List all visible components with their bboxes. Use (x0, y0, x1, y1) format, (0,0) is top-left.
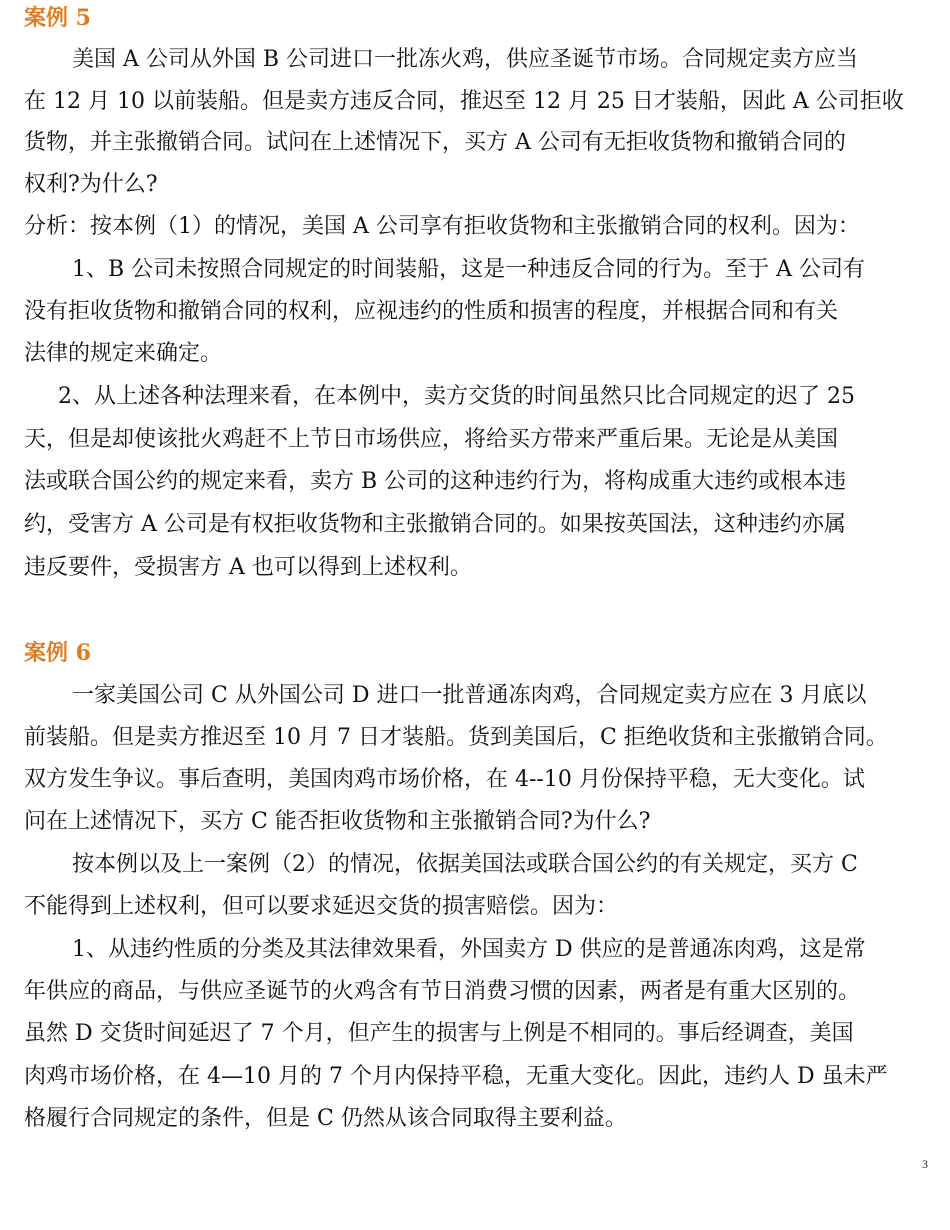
case-6-answer-line: 不能得到上述权利，但可以要求延迟交货的损害赔偿。因为： (24, 894, 619, 919)
case-6-question-line: 前装船。但是卖方推迟至 10 月 7 日才装船。货到美国后，C 拒绝收货和主张撤销合同。 (24, 725, 888, 750)
case-5-point-2-line: 违反要件，受损害方 A 也可以得到上述权利。 (24, 555, 472, 580)
case-6-heading: 案例 6 (24, 640, 91, 666)
case-5-heading: 案例 5 (24, 5, 91, 31)
case-6-point-1-line: 1、从违约性质的分类及其法律效果看，外国卖方 D 供应的是普通冻肉鸡，这是常 (72, 937, 866, 962)
case-5-point-2-line: 法或联合国公约的规定来看，卖方 B 公司的这种违约行为，将构成重大违约或根本违 (24, 469, 847, 494)
case-6-point-1-line: 肉鸡市场价格，在 4—10 月的 7 个月内保持平稳，无重大变化。因此，违约人 D 虽未严 (24, 1064, 888, 1089)
case-5-point-2-line: 天，但是却使该批火鸡赶不上节日市场供应，将给买方带来严重后果。无论是从美国 (24, 427, 839, 452)
page-number: 3 (922, 1157, 928, 1171)
case-6-point-1-line: 年供应的商品，与供应圣诞节的火鸡含有节日消费习惯的因素，两者是有重大区别的。 (24, 979, 861, 1004)
case-6-point-1-line: 虽然 D 交货时间延迟了 7 个月，但产生的损害与上例是不相同的。事后经调查，美国 (24, 1021, 854, 1046)
case-5-point-1-line: 1、B 公司未按照合同规定的时间装船，这是一种违反合同的行为。至于 A 公司有 (72, 257, 866, 282)
case-6-question-line: 一家美国公司 C 从外国公司 D 进口一批普通冻肉鸡，合同规定卖方应在 3 月底以 (72, 683, 867, 708)
case-5-question-line: 在 12 月 10 以前装船。但是卖方违反合同，推迟至 12 月 25 日才装船，因此 A 公司拒收 (24, 89, 904, 114)
case-5-question-line: 货物，并主张撤销合同。试问在上述情况下，买方 A 公司有无拒收货物和撤销合同的 (24, 130, 846, 155)
case-5-point-2-line: 2、从上述各种法理来看，在本例中，卖方交货的时间虽然只比合同规定的迟了 25 (58, 384, 855, 409)
case-5-question-line: 权利?为什么? (24, 172, 158, 197)
case-5-point-2-line: 约，受害方 A 公司是有权拒收货物和主张撤销合同的。如果按英国法，这种违约亦属 (24, 512, 846, 537)
case-5-point-1-line: 没有拒收货物和撤销合同的权利，应视违约的性质和损害的程度，并根据合同和有关 (24, 299, 839, 324)
case-6-point-1-line: 格履行合同规定的条件，但是 C 仍然从该合同取得主要利益。 (24, 1106, 627, 1131)
case-5-analysis-line: 分析：按本例（1）的情况，美国 A 公司享有拒收货物和主张撤销合同的权利。因为： (24, 214, 860, 239)
case-5-question-line: 美国 A 公司从外国 B 公司进口一批冻火鸡，供应圣诞节市场。合同规定卖方应当 (72, 47, 859, 72)
case-6-answer-line: 按本例以及上一案例（2）的情况，依据美国法或联合国公约的有关规定，买方 C (72, 852, 858, 877)
case-5-point-1-line: 法律的规定来确定。 (24, 341, 223, 366)
case-6-question-line: 问在上述情况下，买方 C 能否拒收货物和主张撤销合同?为什么? (24, 809, 651, 834)
case-6-question-line: 双方发生争议。事后查明，美国肉鸡市场价格，在 4--10 月份保持平稳，无大变化。试 (24, 767, 865, 792)
